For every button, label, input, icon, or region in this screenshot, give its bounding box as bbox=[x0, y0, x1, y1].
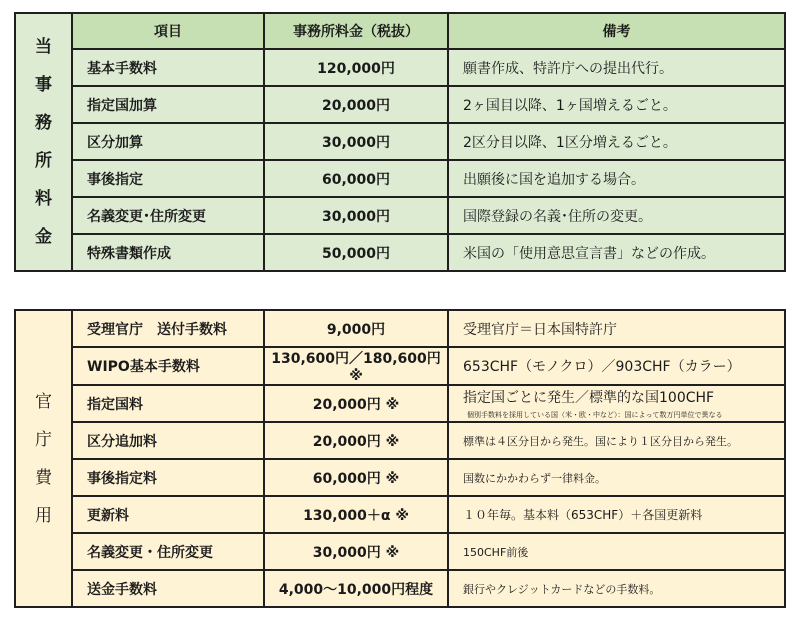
row-fee: 20,000円 ※ bbox=[264, 422, 448, 459]
row-item: 送金手数料 bbox=[72, 570, 264, 607]
row-item: 更新料 bbox=[72, 496, 264, 533]
row-note: 米国の「使用意思宣言書」などの作成。 bbox=[448, 234, 785, 271]
row-fee: 50,000円 bbox=[264, 234, 448, 271]
row-note: 標準は４区分目から発生。国により１区分目から発生。 bbox=[448, 422, 785, 459]
table-row bbox=[15, 197, 785, 234]
header-note: 備考 bbox=[448, 13, 785, 49]
row-fee: 20,000円 bbox=[264, 86, 448, 123]
table-row bbox=[15, 496, 785, 533]
row-item: 名義変更・住所変更 bbox=[72, 533, 264, 570]
table-row bbox=[15, 422, 785, 459]
row-note: 653CHF（モノクロ）／903CHF（カラー） bbox=[448, 347, 785, 385]
row-fee: 120,000円 bbox=[264, 49, 448, 86]
row-item: 名義変更･住所変更 bbox=[72, 197, 264, 234]
row-note: 受理官庁＝日本国特許庁 bbox=[448, 310, 785, 347]
row-fee: 20,000円 ※ bbox=[264, 385, 448, 422]
table-row bbox=[15, 533, 785, 570]
row-note: 願書作成、特許庁への提出代行。 bbox=[448, 49, 785, 86]
row-fee: 60,000円 ※ bbox=[264, 459, 448, 496]
official-fee-label: 官 庁 費 用 bbox=[15, 310, 72, 607]
table-row bbox=[15, 459, 785, 496]
row-note: 2区分目以降、1区分増えるごと。 bbox=[448, 123, 785, 160]
row-fee: 9,000円 bbox=[264, 310, 448, 347]
row-note: １０年毎。基本料（653CHF）＋各国更新料 bbox=[448, 496, 785, 533]
row-item: WIPO基本手数料 bbox=[72, 347, 264, 385]
row-note-main: 指定国ごとに発生／標準的な国100CHF bbox=[463, 390, 715, 406]
table-row bbox=[15, 123, 785, 160]
row-fee: 130,000＋α ※ bbox=[264, 496, 448, 533]
row-note: 出願後に国を追加する場合。 bbox=[448, 160, 785, 197]
row-item: 事後指定料 bbox=[72, 459, 264, 496]
row-fee: 30,000円 bbox=[264, 123, 448, 160]
row-fee: 30,000円 ※ bbox=[264, 533, 448, 570]
row-note: 銀行やクレジットカードなどの手数料。 bbox=[448, 570, 785, 607]
row-item: 基本手数料 bbox=[72, 49, 264, 86]
row-item: 特殊書類作成 bbox=[72, 234, 264, 271]
official-fee-table bbox=[14, 309, 786, 608]
row-fee: 4,000〜10,000円程度 bbox=[264, 570, 448, 607]
row-note bbox=[448, 385, 785, 422]
row-note: 国際登録の名義･住所の変更。 bbox=[448, 197, 785, 234]
table-row bbox=[15, 385, 785, 422]
office-header-row bbox=[15, 13, 785, 49]
table-row bbox=[15, 347, 785, 385]
row-note: 2ヶ国目以降、1ヶ国増えるごと。 bbox=[448, 86, 785, 123]
row-item: 区分追加料 bbox=[72, 422, 264, 459]
row-item: 事後指定 bbox=[72, 160, 264, 197]
table-row bbox=[15, 49, 785, 86]
office-fee-label: 当 事 務 所 料 金 bbox=[15, 13, 72, 271]
row-item: 区分加算 bbox=[72, 123, 264, 160]
table-row bbox=[15, 570, 785, 607]
row-note: 国数にかかわらず一律料金。 bbox=[448, 459, 785, 496]
header-fee: 事務所料金（税抜） bbox=[264, 13, 448, 49]
table-row bbox=[15, 86, 785, 123]
table-row bbox=[15, 160, 785, 197]
row-subnote: 個別手数料を採用している国（米・欧・中など）：国によって数万円単位で異なる bbox=[467, 411, 723, 419]
row-fee: 30,000円 bbox=[264, 197, 448, 234]
header-item: 項目 bbox=[72, 13, 264, 49]
row-note: 150CHF前後 bbox=[448, 533, 785, 570]
row-fee: 130,600円／180,600円 ※ bbox=[264, 347, 448, 385]
row-item: 指定国料 bbox=[72, 385, 264, 422]
row-item: 受理官庁 送付手数料 bbox=[72, 310, 264, 347]
row-item: 指定国加算 bbox=[72, 86, 264, 123]
row-fee: 60,000円 bbox=[264, 160, 448, 197]
office-fee-table bbox=[14, 12, 786, 272]
table-row bbox=[15, 310, 785, 347]
table-row bbox=[15, 234, 785, 271]
